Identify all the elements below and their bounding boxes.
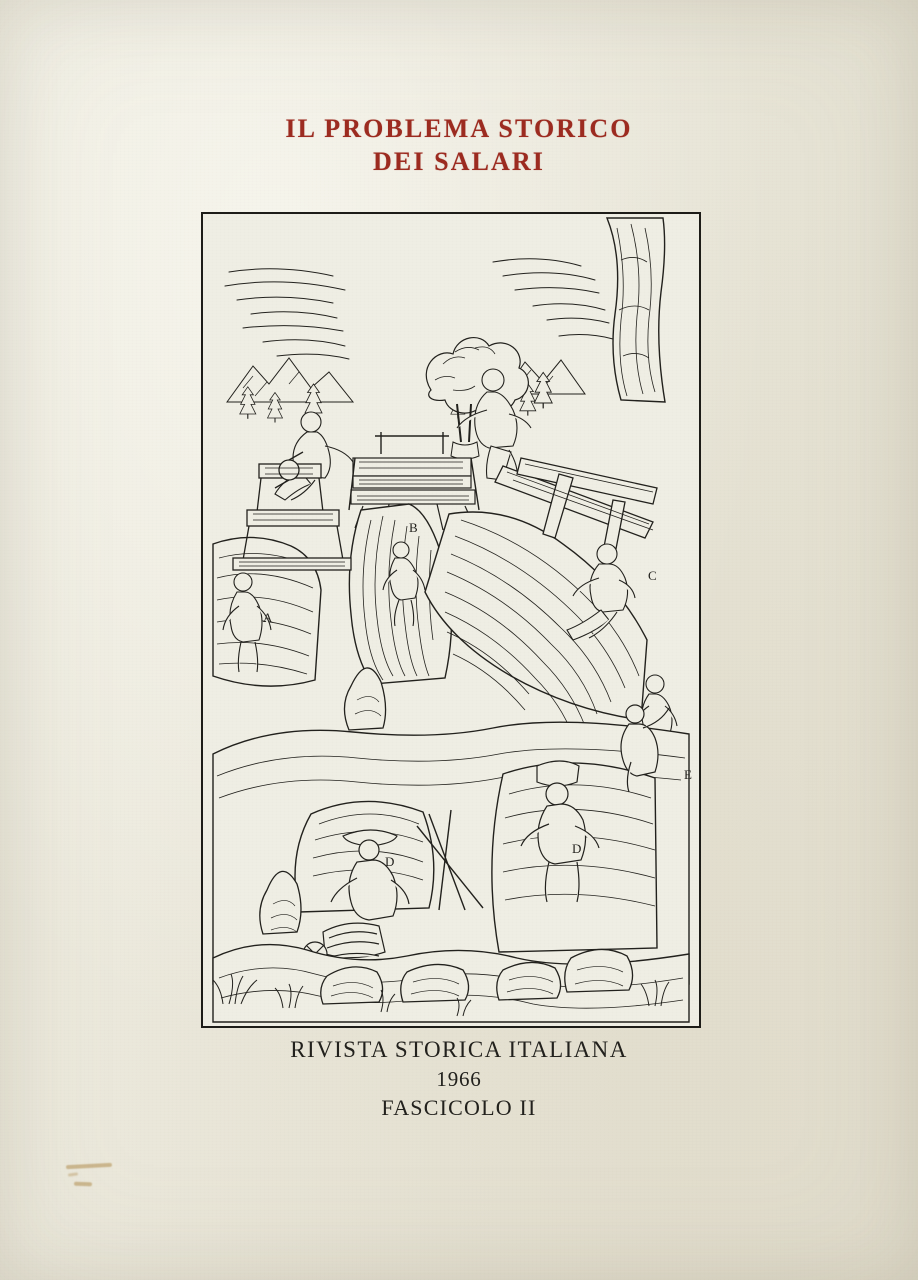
issue-number: FASCICOLO II <box>381 1095 537 1120</box>
svg-text:D: D <box>572 841 582 856</box>
title-line-2: DEI SALARI <box>373 147 545 176</box>
journal-name: RIVISTA STORICA ITALIANA <box>290 1037 628 1062</box>
svg-text:E: E <box>684 767 692 782</box>
pencil-stroke <box>66 1163 112 1169</box>
cover-caption <box>0 1035 918 1122</box>
svg-text:D: D <box>385 854 395 869</box>
publication-year: 1966 <box>436 1067 482 1091</box>
svg-text:B: B <box>409 520 418 535</box>
woodcut-illustration <box>201 212 701 1028</box>
svg-text:C: C <box>648 568 657 583</box>
title-line-1: IL PROBLEMA STORICO <box>285 114 633 143</box>
pencil-annotation <box>64 1160 130 1200</box>
pencil-stroke <box>74 1182 92 1187</box>
cover-title <box>0 112 918 178</box>
pencil-stroke <box>68 1172 78 1176</box>
svg-text:A: A <box>263 610 273 625</box>
